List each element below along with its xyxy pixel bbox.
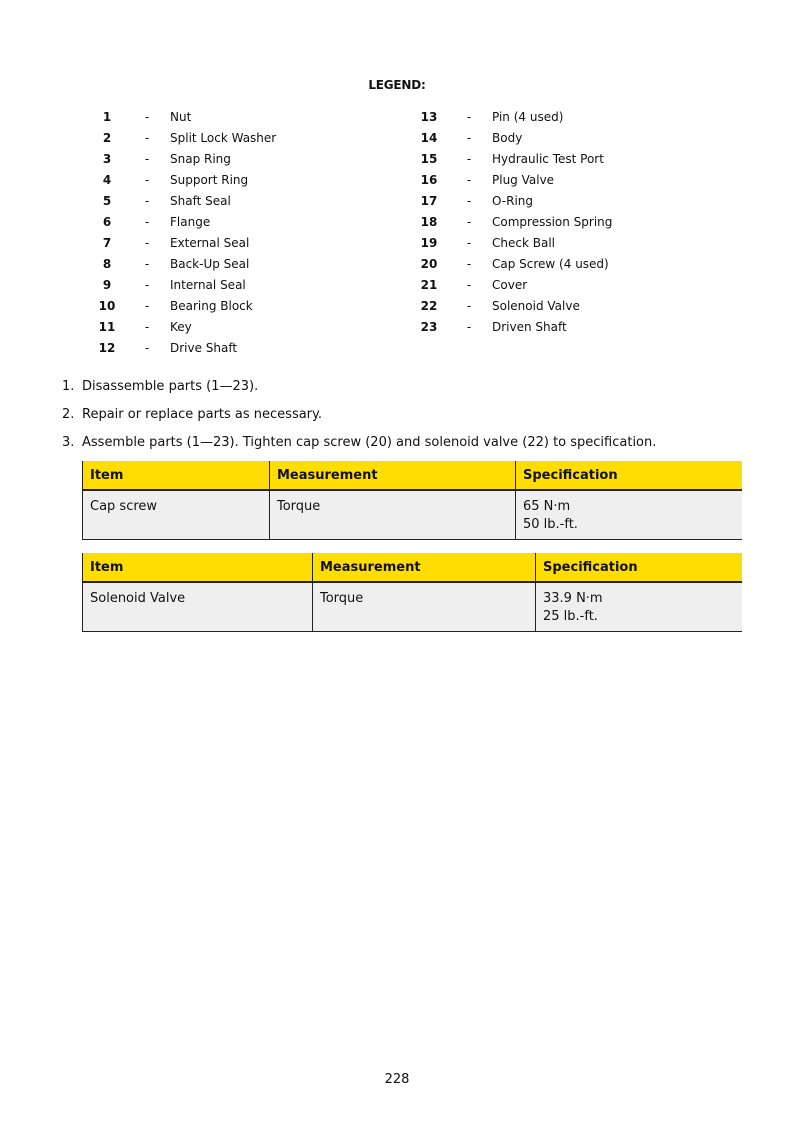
- table-row: [83, 582, 742, 632]
- legend-dash: -: [466, 256, 472, 271]
- legend-dash: -: [144, 193, 150, 208]
- legend-item-name: Nut: [170, 109, 192, 124]
- header-measurement: Measurement: [270, 461, 516, 490]
- legend-item: [90, 232, 276, 253]
- legend-item: [90, 106, 276, 127]
- legend-item: [412, 253, 612, 274]
- step-number: 2.: [62, 406, 75, 422]
- legend-dash: -: [144, 277, 150, 292]
- legend-dash: -: [466, 172, 472, 187]
- legend-item-number: 14: [420, 130, 438, 145]
- legend-item: [90, 211, 276, 232]
- legend-item-name: Internal Seal: [170, 277, 246, 292]
- spec-table-cap-screw: [82, 461, 742, 540]
- legend-dash: -: [144, 319, 150, 334]
- legend-dash: -: [144, 130, 150, 145]
- legend-dash: -: [466, 298, 472, 313]
- legend-item: [90, 253, 276, 274]
- legend-item-name: Support Ring: [170, 172, 249, 187]
- legend-dash: -: [144, 256, 150, 271]
- legend-item-name: External Seal: [170, 235, 250, 250]
- cell-item: Solenoid Valve: [83, 582, 313, 632]
- procedure-step: [62, 428, 762, 456]
- legend-item-number: 9: [102, 277, 112, 292]
- legend-item-name: Solenoid Valve: [492, 298, 580, 313]
- legend-dash: -: [466, 235, 472, 250]
- legend-item: [90, 337, 276, 358]
- legend-item-name: Cover: [492, 277, 528, 292]
- legend-item-number: 7: [102, 235, 112, 250]
- procedure-steps: [62, 372, 762, 456]
- legend-item-number: 19: [420, 235, 438, 250]
- legend-item-name: Plug Valve: [492, 172, 555, 187]
- legend-item-name: Compression Spring: [492, 214, 613, 229]
- header-item: Item: [83, 461, 270, 490]
- legend-item-number: 5: [102, 193, 112, 208]
- legend-item-name: Hydraulic Test Port: [492, 151, 604, 166]
- header-item: Item: [83, 553, 313, 582]
- legend-item-name: O-Ring: [492, 193, 534, 208]
- legend-item-number: 17: [420, 193, 438, 208]
- legend-item-number: 13: [420, 109, 438, 124]
- legend-item-number: 6: [102, 214, 112, 229]
- legend-item-number: 21: [420, 277, 438, 292]
- legend-dash: -: [144, 172, 150, 187]
- legend-item: [412, 190, 612, 211]
- legend-dash: -: [466, 151, 472, 166]
- legend-item: [412, 211, 612, 232]
- legend-dash: -: [466, 214, 472, 229]
- spec-imperial: 50 lb.-ft.: [523, 517, 578, 532]
- cell-specification: [536, 582, 742, 632]
- legend-item-name: Driven Shaft: [492, 319, 567, 334]
- cell-measurement: Torque: [270, 490, 516, 540]
- legend-item-name: Check Ball: [492, 235, 555, 250]
- table-header-row: [83, 461, 742, 490]
- legend-item: [412, 148, 612, 169]
- legend-item: [90, 295, 276, 316]
- legend-title: LEGEND:: [368, 78, 426, 92]
- legend-item-name: Key: [170, 319, 192, 334]
- spec-imperial: 25 lb.-ft.: [543, 609, 598, 624]
- legend-column-right: [412, 106, 612, 337]
- spec-table-solenoid-valve: [82, 553, 742, 632]
- legend-item: [90, 274, 276, 295]
- header-measurement: Measurement: [313, 553, 536, 582]
- legend-item: [412, 295, 612, 316]
- header-specification: Specification: [536, 553, 742, 582]
- legend-item-number: 20: [420, 256, 438, 271]
- legend-item: [412, 106, 612, 127]
- legend-item: [412, 274, 612, 295]
- legend-item-number: 16: [420, 172, 438, 187]
- legend-item-name: Back-Up Seal: [170, 256, 250, 271]
- legend-item-number: 22: [420, 298, 438, 313]
- legend-item-number: 11: [98, 319, 116, 334]
- legend-item: [90, 190, 276, 211]
- legend-item-name: Snap Ring: [170, 151, 231, 166]
- cell-measurement: Torque: [313, 582, 536, 632]
- legend-item-number: 12: [98, 340, 116, 355]
- legend-dash: -: [466, 109, 472, 124]
- legend-item-number: 10: [98, 298, 116, 313]
- legend-item-name: Cap Screw (4 used): [492, 256, 609, 271]
- legend-item-number: 2: [102, 130, 112, 145]
- legend-dash: -: [144, 214, 150, 229]
- legend-dash: -: [144, 109, 150, 124]
- step-text: Disassemble parts (1—23).: [82, 378, 259, 394]
- step-number: 3.: [62, 434, 75, 450]
- legend-dash: -: [466, 193, 472, 208]
- legend-item-name: Pin (4 used): [492, 109, 564, 124]
- legend-dash: -: [144, 340, 150, 355]
- procedure-step: [62, 372, 762, 400]
- legend-item-number: 18: [420, 214, 438, 229]
- legend-item-number: 23: [420, 319, 438, 334]
- table-row: [83, 490, 742, 540]
- legend-dash: -: [466, 277, 472, 292]
- legend-item-name: Shaft Seal: [170, 193, 231, 208]
- spec-metric: 33.9 N·m: [543, 591, 603, 606]
- legend-dash: -: [144, 235, 150, 250]
- procedure-step: [62, 400, 762, 428]
- cell-specification: [516, 490, 742, 540]
- step-text: Repair or replace parts as necessary.: [82, 406, 322, 422]
- step-text: Assemble parts (1—23). Tighten cap screw (20) and solenoid valve (22) to specification.: [82, 434, 657, 450]
- page-number: 228: [384, 1072, 410, 1087]
- legend-item-name: Split Lock Washer: [170, 130, 277, 145]
- legend-item: [90, 169, 276, 190]
- legend-item-number: 1: [102, 109, 112, 124]
- legend-item-number: 3: [102, 151, 112, 166]
- legend-dash: -: [144, 151, 150, 166]
- step-number: 1.: [62, 378, 75, 394]
- legend-dash: -: [144, 298, 150, 313]
- legend-item-name: Body: [492, 130, 523, 145]
- legend-item-name: Bearing Block: [170, 298, 253, 313]
- legend-item-number: 15: [420, 151, 438, 166]
- legend-item: [412, 232, 612, 253]
- header-specification: Specification: [516, 461, 742, 490]
- legend-item: [90, 316, 276, 337]
- cell-item: Cap screw: [83, 490, 270, 540]
- legend-dash: -: [466, 130, 472, 145]
- legend-item: [412, 316, 612, 337]
- legend-item-number: 4: [102, 172, 112, 187]
- spec-metric: 65 N·m: [523, 499, 571, 514]
- legend-column-left: [90, 106, 276, 358]
- legend-item-name: Flange: [170, 214, 211, 229]
- legend-dash: -: [466, 319, 472, 334]
- legend-item: [412, 169, 612, 190]
- legend-item: [412, 127, 612, 148]
- legend-item: [90, 127, 276, 148]
- legend-item-name: Drive Shaft: [170, 340, 238, 355]
- legend-item-number: 8: [102, 256, 112, 271]
- table-header-row: [83, 553, 742, 582]
- legend-item: [90, 148, 276, 169]
